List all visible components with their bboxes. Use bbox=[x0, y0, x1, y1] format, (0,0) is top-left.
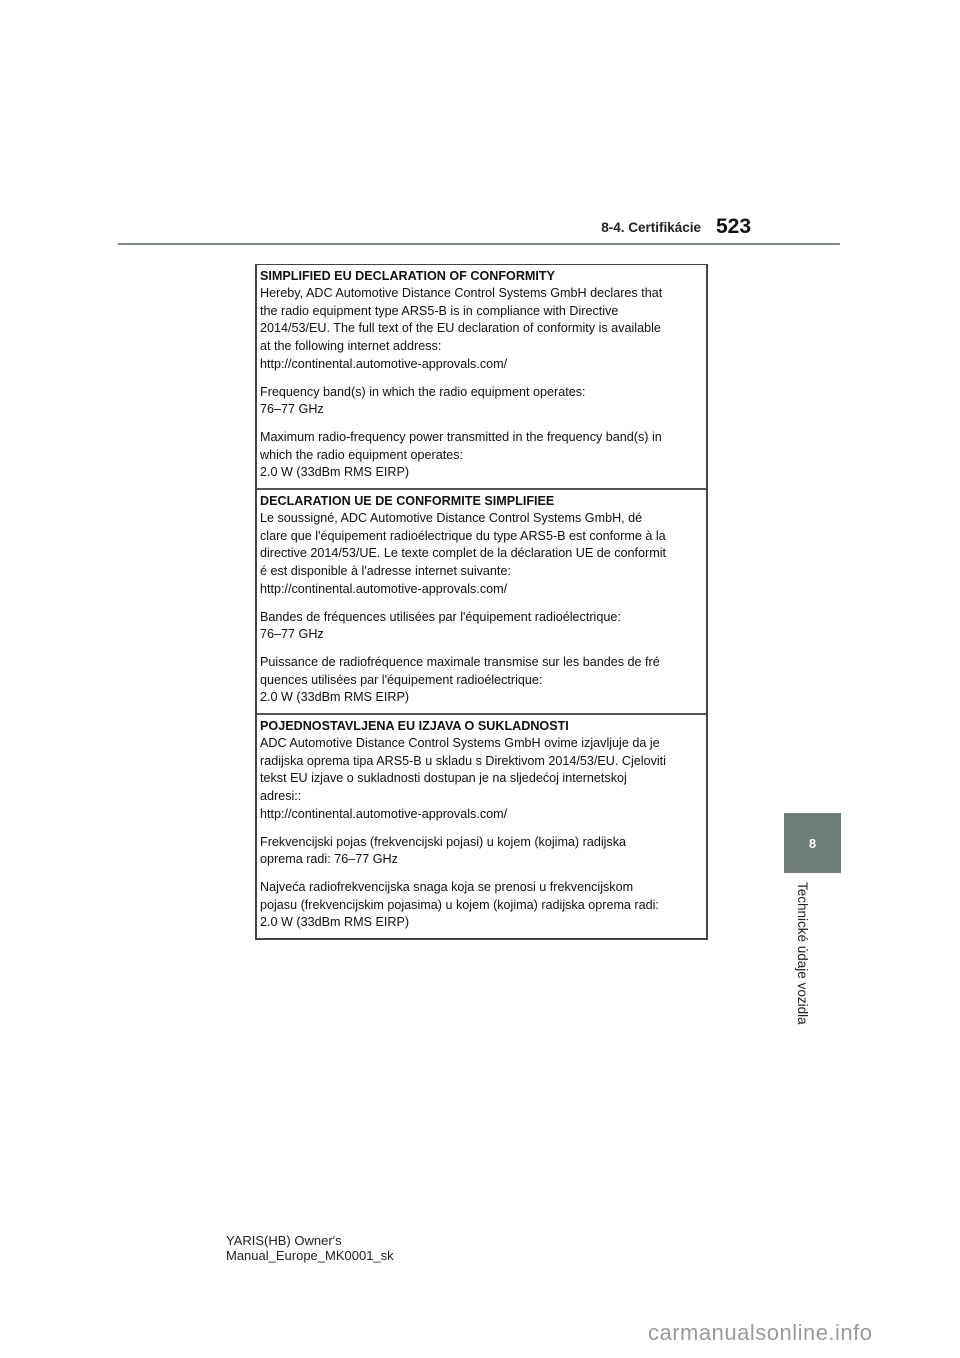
page-number: 523 bbox=[716, 215, 752, 238]
declaration-line: oprema radi: 76–77 GHz bbox=[260, 852, 398, 867]
declaration-line: Frequency band(s) in which the radio equipment operates: bbox=[260, 384, 586, 399]
footer-manual-id: YARIS(HB) Owner's Manual_Europe_MK0001_sk bbox=[226, 1233, 394, 1263]
declaration-paragraph bbox=[260, 510, 702, 599]
declaration-paragraph bbox=[260, 834, 702, 869]
declaration-paragraph bbox=[260, 429, 702, 482]
declaration-line: 76–77 GHz bbox=[260, 627, 324, 642]
declaration-line: ADC Automotive Distance Control Systems GmbH ovime izjavljuje da je bbox=[260, 736, 660, 751]
declaration-line: Najveća radiofrekvencijska snaga koja se prenosi u frekvencijskom bbox=[260, 879, 634, 894]
declaration-line: adresi:: bbox=[260, 789, 302, 804]
declaration-line: quences utilisées par l'équipement radioélectrique: bbox=[260, 672, 543, 687]
declaration-image bbox=[255, 264, 708, 940]
declaration-title: SIMPLIFIED EU DECLARATION OF CONFORMITY bbox=[260, 269, 556, 283]
declaration-line: 2.0 W (33dBm RMS EIRP) bbox=[260, 915, 410, 930]
declaration-line: 2014/53/EU. The full text of the EU declaration of conformity is available bbox=[260, 321, 661, 336]
declaration-line: tekst EU izjave o sukladnosti dostupan je na sljedećoj internetskoj bbox=[260, 771, 627, 786]
declaration-line: http://continental.automotive-approvals.com/ bbox=[260, 806, 508, 821]
declaration-line: which the radio equipment operates: bbox=[260, 447, 464, 462]
chapter-number-tab: 8 bbox=[784, 813, 841, 873]
header-divider bbox=[118, 243, 840, 245]
declaration-paragraph bbox=[260, 384, 702, 419]
declaration-line: é est disponible à l'adresse internet suivante: bbox=[260, 564, 511, 579]
section-title: 8-4. Certifikácie bbox=[601, 220, 701, 235]
declaration-title: POJEDNOSTAVLJENA EU IZJAVA O SUKLADNOSTI bbox=[260, 719, 569, 734]
declaration-section bbox=[257, 713, 706, 938]
declaration-section bbox=[257, 265, 706, 488]
declaration-line: Bandes de fréquences utilisées par l'équipement radioélectrique: bbox=[260, 609, 621, 624]
declaration-line: radijska oprema tipa ARS5-B u skladu s Direktivom 2014/53/EU. Cjeloviti bbox=[260, 753, 666, 768]
declaration-paragraph bbox=[260, 609, 702, 644]
declaration-title: DECLARATION UE DE CONFORMITE SIMPLIFIEE bbox=[260, 494, 555, 509]
declaration-line: pojasu (frekvencijskim pojasima) u kojem (kojima) radijska oprema radi: bbox=[260, 897, 659, 912]
declaration-line: clare que l'équipement radioélectrique du type ARS5-B est conforme à la bbox=[260, 528, 666, 543]
declaration-section bbox=[257, 488, 706, 713]
declaration-line: 2.0 W (33dBm RMS EIRP) bbox=[260, 465, 410, 480]
declaration-line: Hereby, ADC Automotive Distance Control Systems GmbH declares that bbox=[260, 286, 663, 300]
declaration-line: Le soussigné, ADC Automotive Distance Control Systems GmbH, dé bbox=[260, 511, 643, 526]
declaration-line: http://continental.automotive-approvals.com/ bbox=[260, 356, 508, 371]
declaration-paragraph bbox=[260, 654, 702, 707]
declaration-line: at the following internet address: bbox=[260, 339, 442, 354]
declaration-line: directive 2014/53/UE. Le texte complet de la déclaration UE de conformit bbox=[260, 546, 667, 561]
declaration-line: http://continental.automotive-approvals.com/ bbox=[260, 581, 508, 596]
declaration-line: 2.0 W (33dBm RMS EIRP) bbox=[260, 690, 410, 705]
declaration-line: Puissance de radiofréquence maximale transmise sur les bandes de fré bbox=[260, 654, 660, 669]
declaration-paragraph bbox=[260, 735, 702, 824]
declaration-paragraph bbox=[260, 879, 702, 932]
declaration-line: Frekvencijski pojas (frekvencijski pojasi) u kojem (kojima) radijska bbox=[260, 834, 627, 849]
declaration-line: Maximum radio-frequency power transmitted in the frequency band(s) in bbox=[260, 429, 662, 444]
declaration-line: 76–77 GHz bbox=[260, 402, 324, 417]
watermark[interactable]: carmanualsonline.info bbox=[648, 1320, 873, 1345]
declaration-line: the radio equipment type ARS5-B is in compliance with Directive bbox=[260, 303, 619, 318]
declaration-paragraph bbox=[260, 285, 702, 374]
chapter-side-title: Technické údaje vozidla bbox=[795, 882, 810, 1025]
